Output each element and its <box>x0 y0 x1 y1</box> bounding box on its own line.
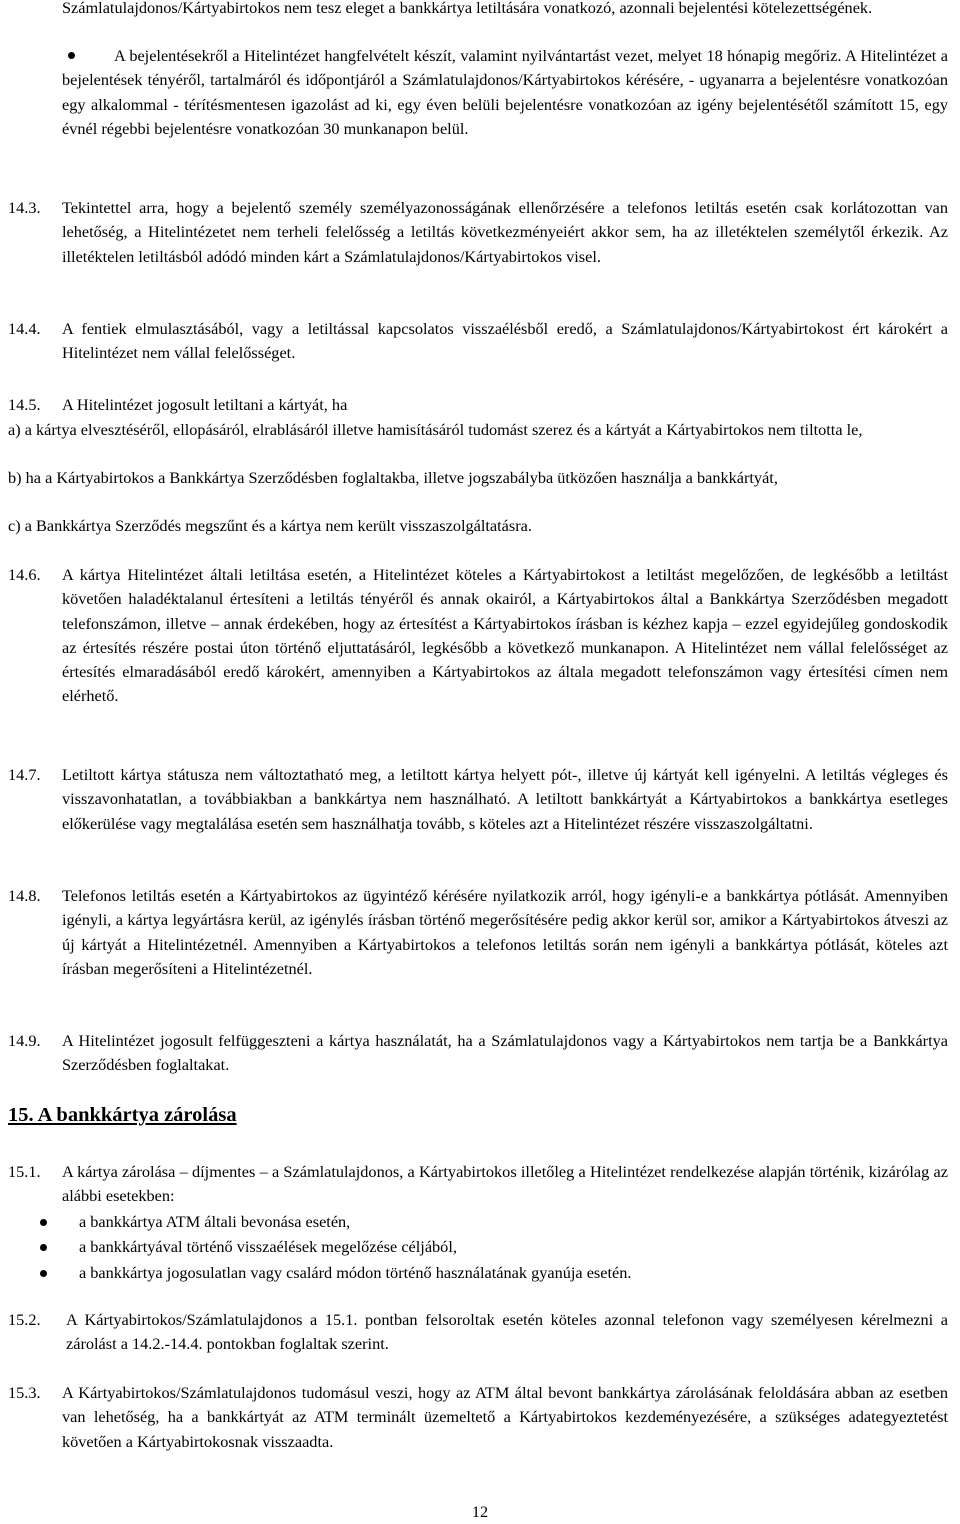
section-text: Tekintettel arra, hogy a bejelentő személy személyazonosságának ellenőrzésére a telefonos letiltás esetén csak korlátozottan van lehetőség, a Hitelintézetet nem terheli felelősség a letiltás következményeiért akkor sem, ha az illetéktelen személytől érkezik. Az illetéktelen letiltásból adódó minden kárt a Számlatulajdonos/Kártyabirtokos visel. <box>62 198 948 266</box>
section-number: 14.5. <box>8 395 41 414</box>
bullet-dot <box>40 1244 47 1251</box>
section-heading: 15. A bankkártya zárolása <box>8 1104 237 1126</box>
list-item: b) ha a Kártyabirtokos a Bankkártya Szerződésben foglaltakba, illetve jogszabályba ütközően használja a bankkártyát, <box>8 468 778 487</box>
list-item: a bankkártyával történő visszaélések megelőzése céljából, <box>79 1237 457 1256</box>
recording-bullet-text: A bejelentésekről a Hitelintézet hangfelvételt készít, valamint nyilvántartást vezet, melyet 18 hónapig megőriz. A Hitelintézet a bejelentések tényéről, tartalmáról és időpontjáról a Számlatulajdonos/Kártyabirtokos kérésére, - ugyanarra a bejelentésre vonatkozóan egy alkalommal - térítésmentesen igazolást ad ki, egy éven belüli bejelentésre vonatkozóan az igény bejelentésétől számított 15, egy évnél régebbi bejelentésre vonatkozóan 30 munkanapon belül. <box>62 46 948 138</box>
bullet-dot <box>40 1219 47 1226</box>
section-text: A kártya zárolása – díjmentes – a Számlatulajdonos, a Kártyabirtokos illetőleg a Hitelintézet rendelkezése alapján történik, kizárólag az alábbi esetekben: <box>62 1162 948 1206</box>
list-item: a bankkártya ATM általi bevonása esetén, <box>79 1212 351 1231</box>
section-text: A Hitelintézet jogosult letiltani a kártyát, ha <box>62 395 348 414</box>
continuation-text: Számlatulajdonos/Kártyabirtokos nem tesz eleget a bankkártya letiltására vonatkozó, azonnali bejelentési kötelezettségének. <box>62 0 873 17</box>
section-text: A Kártyabirtokos/Számlatulajdonos a 15.1. pontban felsoroltak esetén köteles azonnal telefonon vagy személyesen kérelmezni a zárolást a 14.2.-14.4. pontokban foglaltak szerint. <box>66 1310 948 1354</box>
list-item: a bankkártya jogosulatlan vagy csalárd módon történő használatának gyanúja esetén. <box>79 1263 632 1282</box>
section-number: 14.9. <box>8 1031 41 1050</box>
section-text: A fentiek elmulasztásából, vagy a letiltással kapcsolatos visszaélésből eredő, a Számlatulajdonos/Kártyabirtokost ért károkért a Hitelintézet nem vállal felelősséget. <box>62 319 948 363</box>
section-number: 14.4. <box>8 319 41 338</box>
list-item: c) a Bankkártya Szerződés megszűnt és a kártya nem került visszaszolgáltatásra. <box>8 516 532 535</box>
list-item: a) a kártya elvesztéséről, ellopásáról, elrablásáról illetve hamisításáról tudomást szerez és a kártyát a Kártyabirtokos nem tiltotta le, <box>8 420 863 439</box>
section-text: A kártya Hitelintézet általi letiltása esetén, a Hitelintézet köteles a Kártyabirtokost a letiltást megelőzően, de legkésőbb a letiltást követően haladéktalanul értesíteni a letiltás tényéről és annak okairól, a Kártyabirtokos által a Bankkártya Szerződésben megadott telefonszámon, illetve – annak érdekében, hogy az értesítést a Kártyabirtokos írásban is kézhez kapja – ezzel egyidejűleg gondoskodik az értesítés részére postai úton történő eljuttatásáról, legkésőbb a következő munkanapon. A Hitelintézet nem vállal felelősséget az értesítés elmaradásából eredő károkért, amennyiben a Kártyabirtokos az általa megadott telefonszámon vagy értesítési címen nem elérhető. <box>62 565 948 706</box>
section-number: 14.3. <box>8 198 41 217</box>
section-number: 14.6. <box>8 565 41 584</box>
section-number: 15.1. <box>8 1162 41 1181</box>
section-text: A Kártyabirtokos/Számlatulajdonos tudomásul veszi, hogy az ATM által bevont bankkártya zárolásának feloldására abban az esetben van lehetőség, ha a bankkártyát az ATM terminált üzemeltető a Kártyabirtokos kezdeményezésére, a szükséges adategyeztetést követően a Kártyabirtokosnak visszaadta. <box>62 1383 948 1451</box>
page-number: 12 <box>471 1502 489 1521</box>
section-text: Telefonos letiltás esetén a Kártyabirtokos az ügyintéző kérésére nyilatkozik arról, hogy igényli-e a bankkártya pótlását. Amennyiben igényli, a kártya legyártásra kerül, az igénylés írásban történő megerősítésére pedig akkor kerül sor, amikor a Kártyabirtokos átveszi az új kártyát a Hitelintézetnél. Amennyiben a Kártyabirtokos a telefonos letiltás során nem igényli a bankkártya pótlását, köteles azt írásban megerősíteni a Hitelintézetnél. <box>62 886 948 978</box>
section-number: 14.8. <box>8 886 41 905</box>
section-text: Letiltott kártya státusza nem változtatható meg, a letiltott kártya helyett pót-, illetve új kártyát kell igényelni. A letiltás végleges és visszavonhatatlan, a továbbiakban a bankkártya nem használható. A letiltott bankkártyát a Kártyabirtokos a bankkártya esetleges előkerülése vagy megtalálása esetén sem használhatja tovább, s köteles azt a Hitelintézet részére visszaszolgáltatni. <box>62 765 948 833</box>
section-number: 15.3. <box>8 1383 41 1402</box>
section-number: 14.7. <box>8 765 41 784</box>
section-text: A Hitelintézet jogosult felfüggeszteni a kártya használatát, ha a Számlatulajdonos vagy a Kártyabirtokos nem tartja be a Bankkártya Szerződésben foglaltakat. <box>62 1031 948 1075</box>
section-number: 15.2. <box>8 1310 41 1329</box>
bullet-dot <box>40 1270 47 1277</box>
